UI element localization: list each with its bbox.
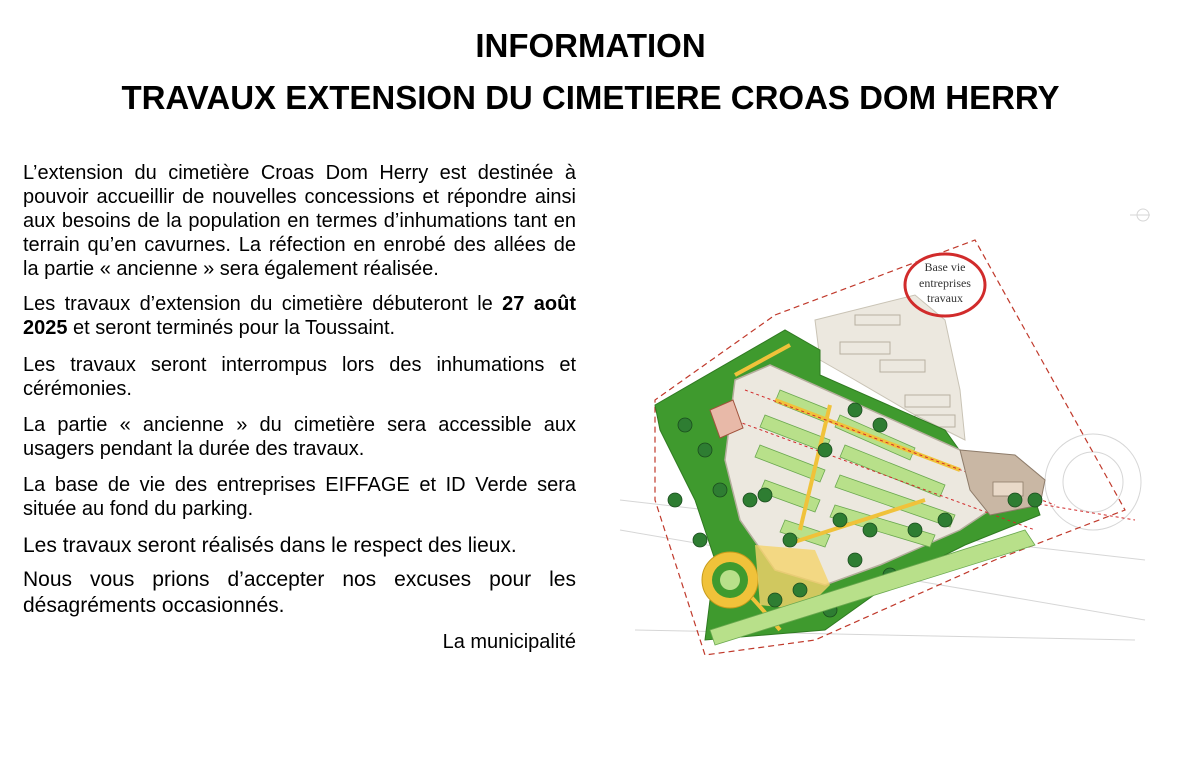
tree-icon	[1008, 493, 1022, 507]
paragraph-respect: Les travaux seront réalisés dans le respect des lieux.	[23, 534, 517, 557]
schedule-text-start: Les travaux d’extension du cimetière débuteront le	[23, 293, 503, 315]
paragraph-apology: Nous vous prions d’accepter nos excuses pour les désagréments occasionnés.	[23, 568, 576, 617]
tree-icon	[863, 523, 877, 537]
tree-icon	[768, 593, 782, 607]
page-title: INFORMATION	[475, 27, 706, 64]
base-vie-label-line1: Base vie	[924, 260, 966, 274]
tree-icon	[873, 418, 887, 432]
schedule-text-end: et seront terminés pour la Toussaint.	[67, 317, 396, 339]
cemetery-site-plan	[615, 200, 1150, 675]
base-vie-marker	[905, 254, 985, 316]
tree-icon	[908, 523, 922, 537]
tree-icon	[938, 513, 952, 527]
tree-icon	[743, 493, 757, 507]
tree-icon	[693, 533, 707, 547]
tree-icon	[698, 443, 712, 457]
base-vie-label-line2: entreprises	[919, 276, 971, 290]
tree-icon	[848, 403, 862, 417]
tree-icon	[848, 553, 862, 567]
remembrance-garden	[702, 552, 758, 608]
paragraph-base-vie: La base de vie des entreprises EIFFAGE et ID Verde sera située au fond du parking.	[23, 474, 576, 520]
tree-icon	[818, 443, 832, 457]
page-subtitle: TRAVAUX EXTENSION DU CIMETIERE CROAS DOM HERRY	[121, 79, 1060, 116]
notice-body	[23, 161, 576, 654]
start-date: 27 août 2025	[23, 293, 576, 339]
tree-icon	[678, 418, 692, 432]
tree-icon	[793, 583, 807, 597]
paragraph-access: La partie « ancienne » du cimetière sera accessible aux usagers pendant la durée des travaux.	[23, 414, 576, 460]
signature: La municipalité	[442, 631, 576, 653]
tree-icon	[713, 483, 727, 497]
paragraph-interruptions: Les travaux seront interrompus lors des inhumations et cérémonies.	[23, 354, 576, 400]
paragraph-extension-purpose: L’extension du cimetière Croas Dom Herry est destinée à pouvoir accueillir de nouvelles concessions et répondre ainsi aux besoins de la population en termes d’inhumations tant en terrain qu’en cavurnes. La réfection en enrobé des allées de la partie « ancienne » sera également réalisée.	[23, 162, 576, 280]
tree-icon	[668, 493, 682, 507]
tree-icon	[1028, 493, 1042, 507]
tree-icon	[833, 513, 847, 527]
base-vie-label-line3: travaux	[927, 291, 963, 305]
paragraph-schedule	[23, 292, 576, 340]
site-plan-drawing	[615, 200, 1150, 675]
tree-icon	[783, 533, 797, 547]
tree-icon	[758, 488, 772, 502]
